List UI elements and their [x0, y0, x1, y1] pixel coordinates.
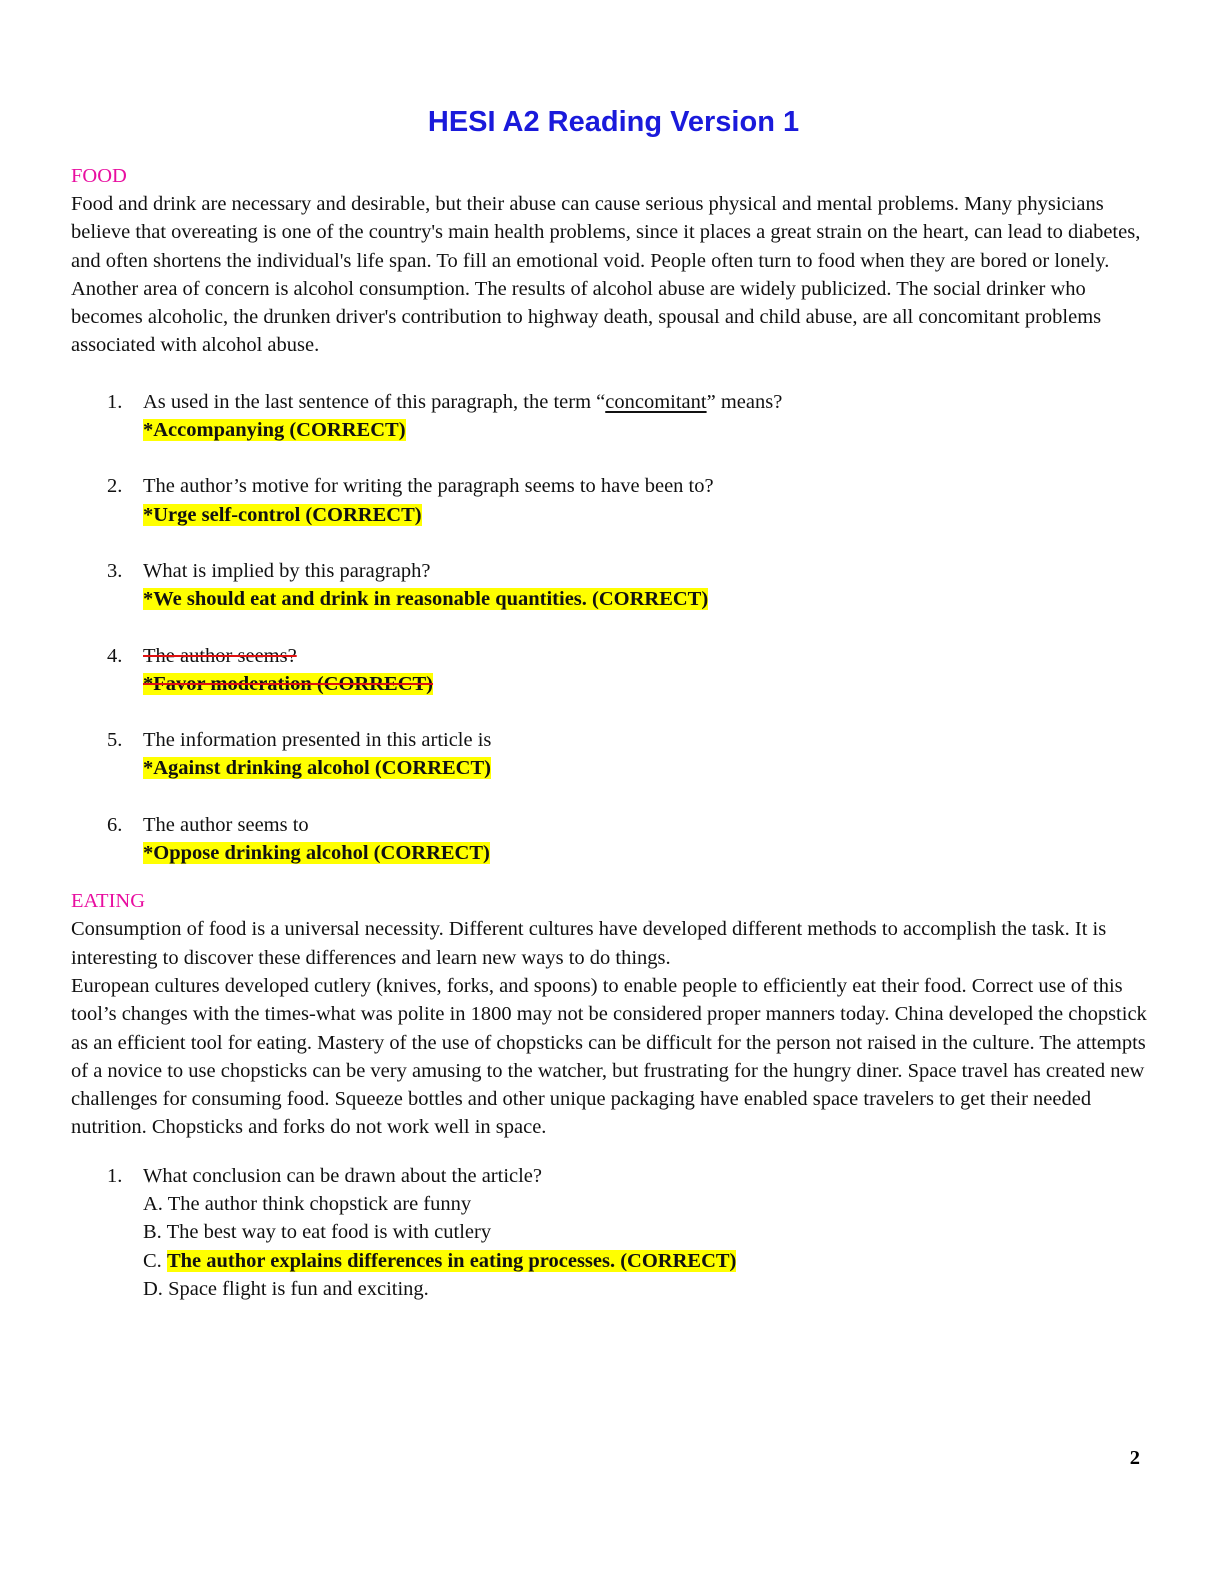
food-heading: FOOD: [71, 165, 127, 187]
food-section: [71, 162, 1156, 867]
question-number: 3.: [107, 559, 123, 582]
question-number: 1.: [107, 390, 123, 413]
highlighted-answer: *We should eat and drink in reasonable quantities. (CORRECT): [143, 588, 709, 611]
question-item: [71, 557, 1156, 614]
answer-option-b: B. The best way to eat food is with cutlery: [143, 1221, 492, 1244]
struck-highlighted-answer: *Favor moderation (CORRECT): [143, 672, 434, 695]
question-number: 5.: [107, 729, 123, 752]
food-paragraph: Food and drink are necessary and desirable, but their abuse can cause serious physical and mental problems. Many physicians believe that overeating is one of the country's main health problems, since it places a great strain on the heart, can lead to diabetes, and often shortens the individual's life span. To fill an emotional void. People often turn to food when they are bored or lonely. Another area of concern is alcohol consumption. The results of alcohol abuse are widely publicized. The social drinker who becomes alcoholic, the drunken driver's contribution to highway death, spousal and child abuse, are all concomitant problems associated with alcohol abuse.: [71, 193, 1141, 357]
struck-question-text: The author seems?: [143, 644, 297, 667]
question-text: The author’s motive for writing the paragraph seems to have been to?: [143, 475, 714, 498]
question-number: 6.: [107, 813, 123, 836]
question-text: The information presented in this article is: [143, 729, 492, 752]
highlighted-answer: *Against drinking alcohol (CORRECT): [143, 757, 491, 780]
question-text: What is implied by this paragraph?: [143, 559, 431, 582]
question-text: As used in the last sentence of this paragraph, the term “concomitant” means?: [143, 390, 783, 413]
answer-option-d: D. Space flight is fun and exciting.: [143, 1277, 429, 1300]
highlighted-answer: *Urge self-control (CORRECT): [143, 503, 422, 526]
question-number: 2.: [107, 475, 123, 498]
question-number: 1.: [107, 1164, 123, 1187]
answer-option-a: A. The author think chopstick are funny: [143, 1193, 472, 1216]
document-title: HESI A2 Reading Version 1: [427, 106, 800, 138]
question-item-struck: [71, 642, 1156, 699]
highlighted-answer: *Accompanying (CORRECT): [143, 419, 406, 442]
question-item: [71, 1162, 1156, 1303]
question-item: [71, 388, 1156, 445]
question-text: What conclusion can be drawn about the article?: [143, 1164, 543, 1187]
eating-paragraph-2: European cultures developed cutlery (knives, forks, and spoons) to enable people to efficiently eat their food. Correct use of this tool’s changes with the times-what was polite in 1800 may not be considered proper manners today. China developed the chopstick as an efficient tool for eating. Mastery of the use of chopsticks can be difficult for the person not raised in the culture. The attempts of a novice to use chopsticks can be very amusing to the watcher, but frustrating for the hungry diner. Space travel has created new challenges for consuming food. Squeeze bottles and other unique packaging have enabled space travelers to get their needed nutrition. Chopsticks and forks do not work well in space.: [71, 974, 1147, 1139]
eating-question-list: [71, 1162, 1156, 1303]
question-item: [71, 472, 1156, 529]
highlighted-answer: *Oppose drinking alcohol (CORRECT): [143, 842, 490, 865]
highlighted-answer: The author explains differences in eating processes. (CORRECT): [166, 1249, 737, 1272]
question-number: 4.: [107, 644, 123, 667]
eating-section: [71, 887, 1156, 1303]
eating-paragraph-1: Consumption of food is a universal necessity. Different cultures have developed different methods to accomplish the task. It is interesting to discover these differences and learn new ways to do things.: [71, 918, 1107, 969]
question-item: [71, 811, 1156, 868]
underlined-term: concomitant: [605, 390, 707, 413]
answer-option-c-correct: C. The author explains differences in eating processes. (CORRECT): [143, 1249, 737, 1272]
question-text: The author seems to: [143, 813, 309, 836]
eating-heading: EATING: [71, 890, 146, 913]
page-number: 2: [1129, 1447, 1140, 1469]
question-item: [71, 726, 1156, 783]
food-question-list: [71, 388, 1156, 868]
document-page: [71, 100, 1156, 1331]
